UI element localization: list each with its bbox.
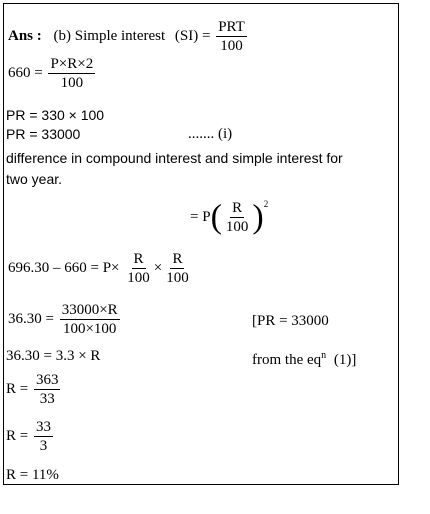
r1-fraction: [34, 371, 61, 408]
r1-lhs: R =: [6, 380, 29, 397]
left-paren: (: [210, 198, 222, 236]
ci-fraction: [224, 199, 251, 236]
r2-numerator: 33: [35, 419, 51, 435]
equation-ref-note: [252, 347, 356, 369]
eq660-denominator: 100: [60, 75, 84, 91]
equation-33r: 36.30 = 3.3 × R: [6, 348, 101, 364]
ref-note-sup: n: [321, 350, 327, 361]
eq660-lhs: 660 =: [8, 64, 43, 81]
part-label: (b): [53, 27, 72, 44]
ref-note-post: (1)]: [333, 352, 357, 368]
equation-660: [8, 55, 97, 92]
eq3630-lhs: 36.30 =: [8, 310, 54, 327]
final-answer: R = 11%: [6, 467, 59, 483]
r1-denominator: 33: [39, 391, 55, 407]
r2-denominator: 3: [39, 438, 48, 454]
equation-ref-1: ....... (i): [188, 126, 233, 142]
ci-numerator: R: [232, 200, 243, 217]
right-paren: ): [252, 198, 264, 236]
ci-denominator: 100: [225, 219, 249, 236]
si-formula-line: [8, 18, 249, 55]
diff-fraction-2: [164, 250, 191, 287]
exponent: 2: [263, 199, 269, 209]
ci-lhs: = P: [190, 209, 211, 225]
eq660-numerator: P×R×2: [50, 56, 94, 72]
r-fraction-2: [6, 418, 55, 455]
difference-text: difference in compound interest and simple interest for: [6, 150, 343, 166]
ref-note-pre: from the eq: [252, 352, 322, 368]
times-sign: ×: [153, 259, 163, 276]
si-fraction: [216, 18, 247, 55]
si-numerator: PRT: [218, 19, 245, 35]
r2-lhs: R =: [6, 427, 29, 444]
r-fraction-1: [6, 371, 62, 408]
r1-numerator: 363: [35, 372, 59, 388]
eq3630-numerator: 33000×R: [61, 302, 118, 318]
si-text: Simple interest: [74, 27, 166, 44]
pr-line-2: PR = 33000: [6, 126, 81, 142]
ans-label: Ans :: [8, 27, 42, 44]
pr-line-1: PR = 330 × 100: [6, 107, 105, 123]
compound-formula: [190, 195, 268, 236]
r2-fraction: [34, 418, 53, 455]
equation-3630: [8, 301, 122, 338]
two-year-text: two year.: [6, 171, 63, 187]
diff-fraction-1: [125, 250, 152, 287]
diff-num-2: R: [172, 251, 183, 267]
eq660-fraction: [48, 55, 95, 92]
diff-den-1: 100: [127, 270, 150, 286]
si-symbol: (SI) =: [174, 27, 211, 44]
eq3630-fraction: [60, 301, 120, 338]
si-denominator: 100: [220, 38, 243, 54]
difference-equation: [8, 250, 193, 287]
diff-lhs: 696.30 – 660 = P×: [8, 259, 120, 276]
diff-num-1: R: [133, 251, 144, 267]
eq3630-denominator: 100×100: [62, 321, 117, 337]
diff-den-2: 100: [166, 270, 189, 286]
pr-note: [PR = 33000: [252, 313, 329, 329]
